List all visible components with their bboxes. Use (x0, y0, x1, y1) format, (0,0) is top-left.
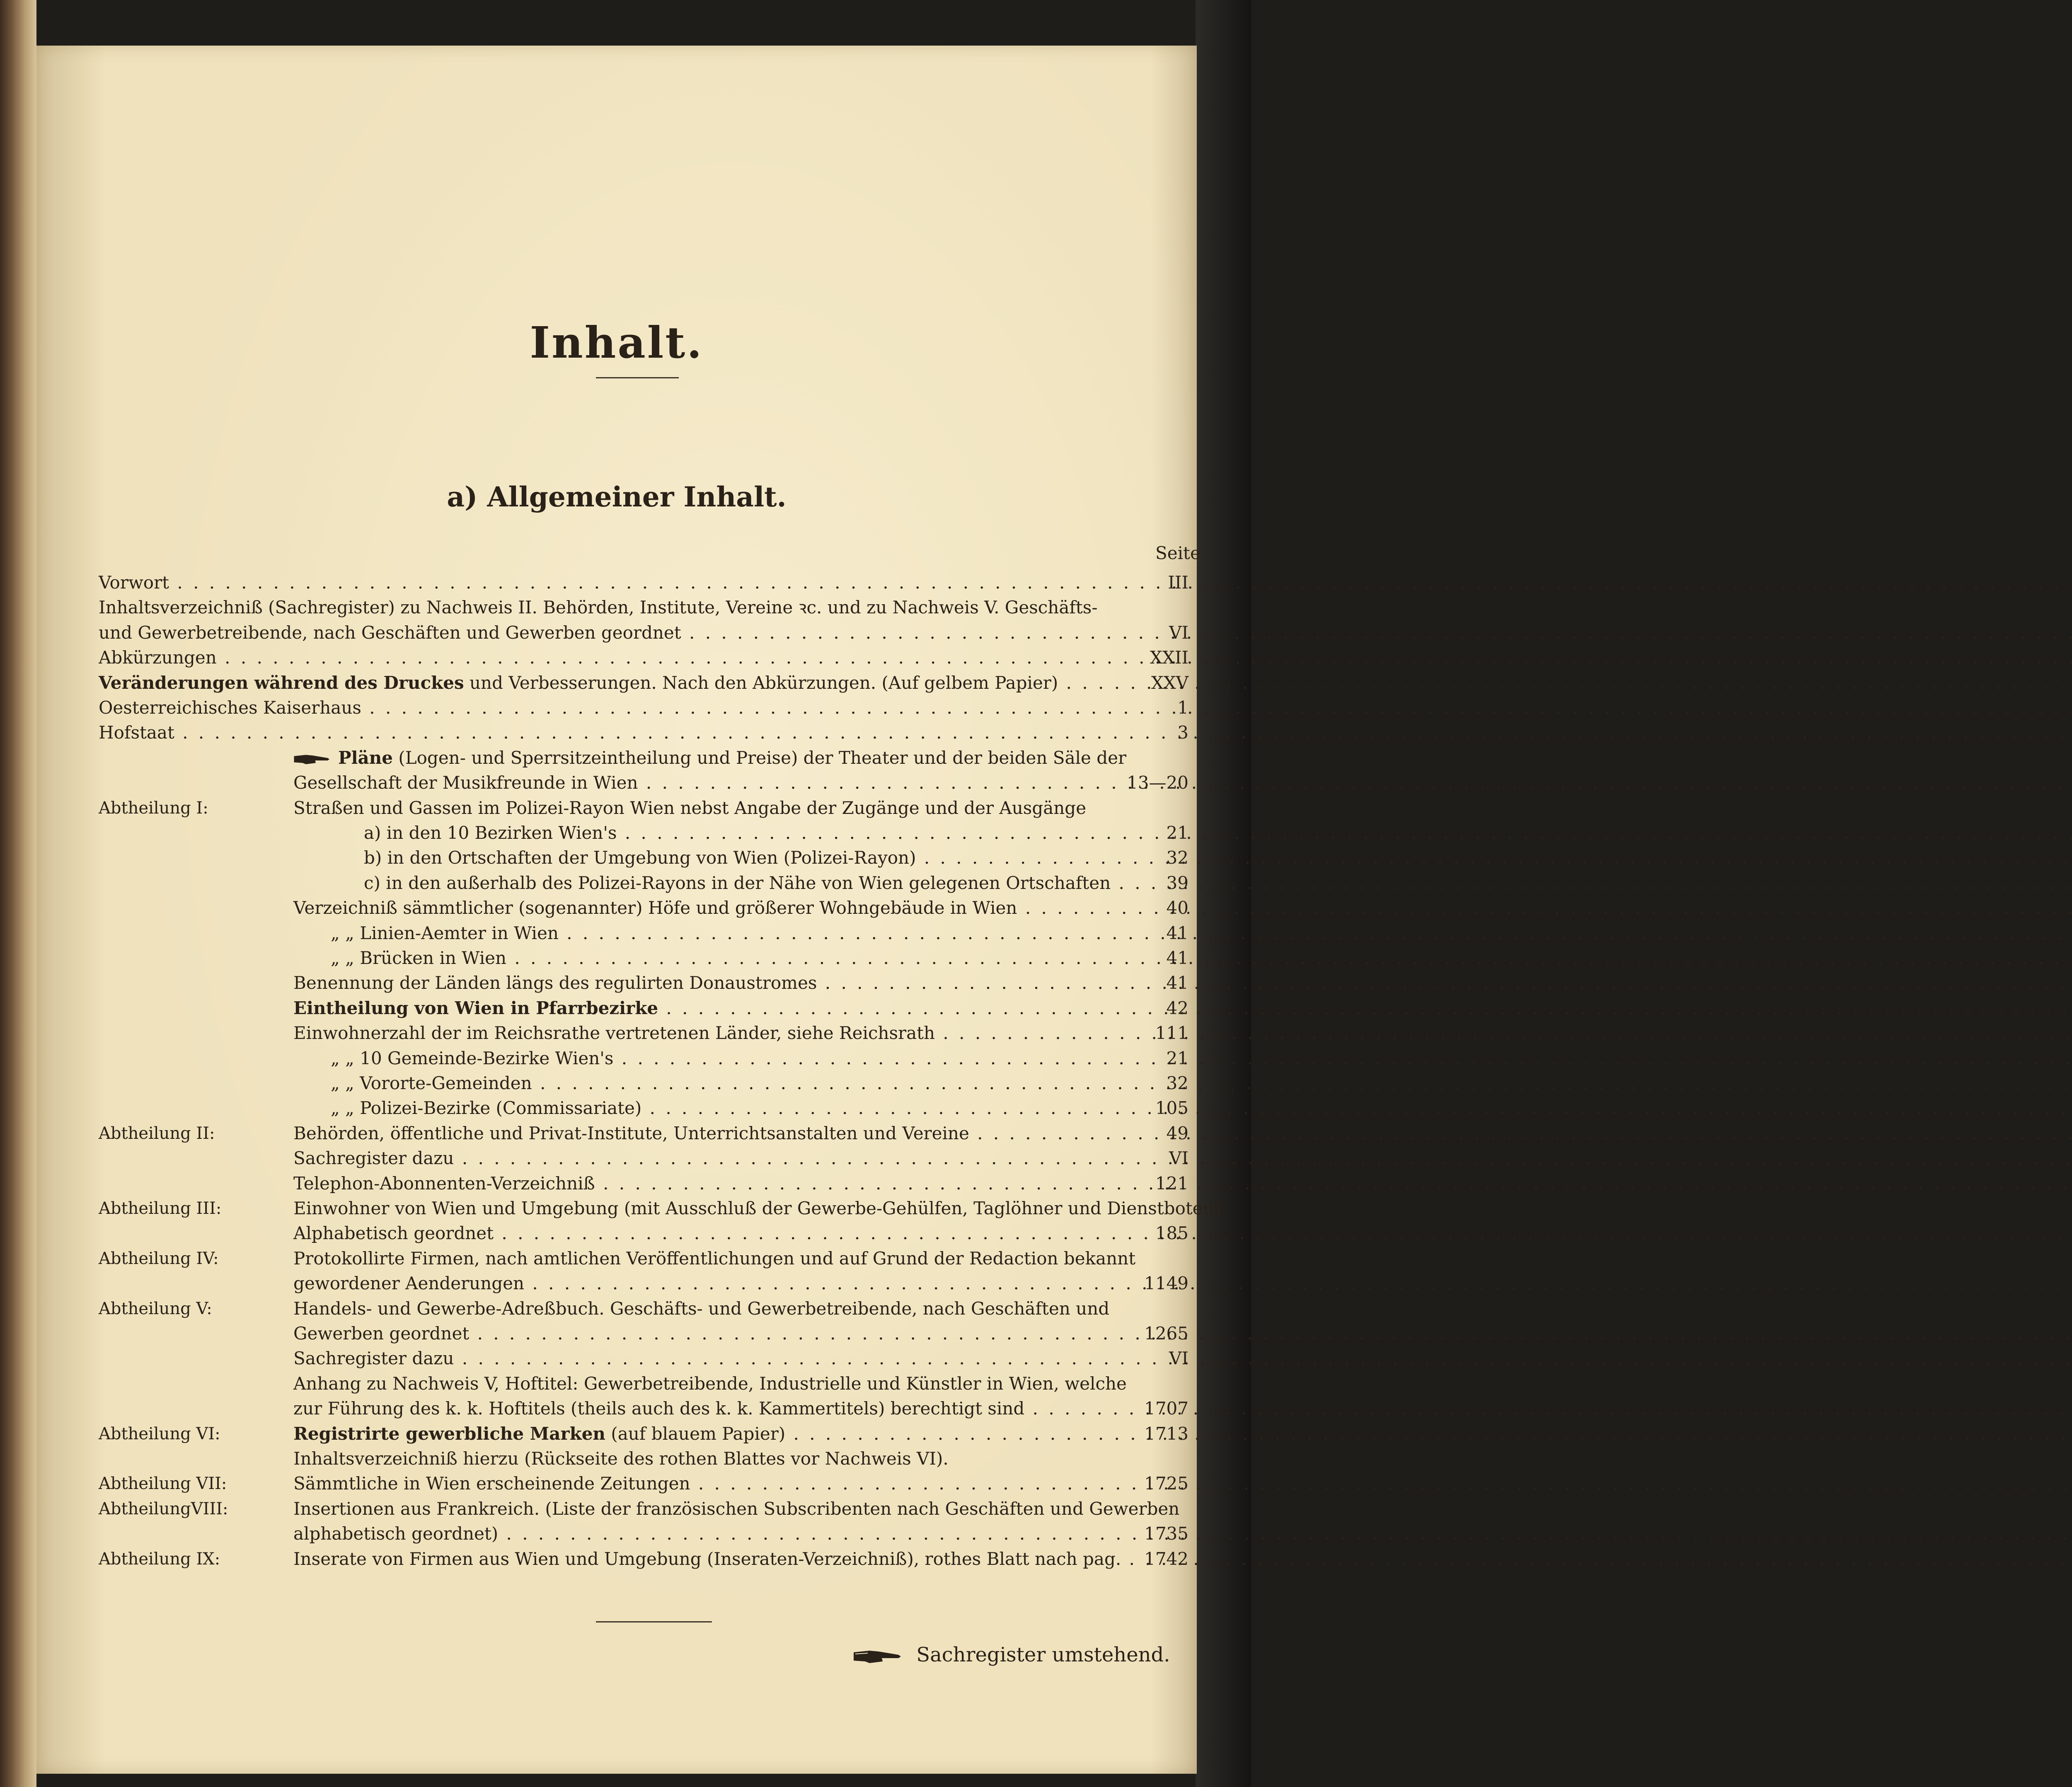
toc-entry-text (364, 870, 1114, 896)
toc-entry (99, 870, 1188, 896)
toc-entry (99, 1521, 1188, 1547)
toc-entry (99, 1020, 1188, 1046)
toc-entry (99, 1121, 1188, 1146)
toc-page-number: VI (1169, 1348, 1188, 1369)
toc-page-number: 42 (1166, 998, 1188, 1018)
toc-entry-text (99, 645, 1114, 671)
toc-entry (99, 745, 1188, 771)
toc-entry-text (293, 895, 1114, 921)
bottom-rule (596, 1621, 712, 1622)
toc-entry-text (99, 695, 1114, 721)
toc-entry-body: c) in den außerhalb des Polizei-Rayons in der Nähe von Wien gelegenen Ortschaften (364, 872, 1111, 893)
toc-entry (99, 720, 1188, 746)
toc-entry-body: Protokollirte Firmen, nach amtlichen Veröffentlichungen und auf Grund der Redaction bekannt (293, 1248, 1136, 1269)
toc-entry-text (293, 1296, 1114, 1322)
toc-entry (99, 1196, 1227, 1221)
toc-entry-text (293, 770, 1114, 796)
toc-entry-body: Einwohnerzahl der im Reichsrathe vertretenen Länder, siehe Reichsrath (293, 1023, 935, 1044)
toc-entry-text (99, 595, 1114, 620)
toc-entry (99, 770, 1188, 796)
toc-entry-body: und Verbesserungen. Nach den Abkürzungen. (Auf gelbem Papier) (464, 672, 1058, 693)
toc-entry-text (293, 1321, 1114, 1346)
toc-entry-body: Alphabetisch geordnet (293, 1223, 494, 1244)
toc-entry-text (293, 1145, 1114, 1171)
toc-page-number: 3 (1177, 722, 1188, 743)
toc-entry-body: gewordener Aenderungen (293, 1273, 525, 1294)
toc-entry-body: b) in den Ortschaften der Umgebung von Wien (Polizei-Rayon) (364, 847, 916, 868)
toc-entry-text (293, 1471, 1114, 1496)
toc-entry-body: Insertionen aus Frankreich. (Liste der französischen Subscribenten nach Geschäften und Gewerben (293, 1498, 1180, 1519)
toc-entry-text (99, 720, 1114, 746)
book-spine (0, 0, 36, 1787)
toc-entry (99, 1546, 1188, 1572)
pointing-hand-icon (853, 1647, 903, 1666)
toc-entry-body: Sachregister dazu (293, 1348, 454, 1369)
toc-entry (99, 1296, 1188, 1322)
toc-entry (99, 920, 1188, 946)
toc-section-label: Abtheilung VI: (99, 1424, 220, 1443)
toc-entry (99, 1046, 1188, 1071)
toc-section-label: Abtheilung I: (99, 798, 208, 818)
toc-entry-text (293, 1446, 1114, 1472)
toc-entry-text (293, 1020, 1114, 1046)
toc-entry-body: Abkürzungen (99, 647, 217, 668)
toc-page-number: 32 (1166, 1073, 1188, 1093)
toc-page-number: 1 (1177, 697, 1188, 718)
toc-page-number: 1742 (1144, 1548, 1188, 1569)
toc-entry-body: Straßen und Gassen im Polizei-Rayon Wien nebst Angabe der Zugänge und der Ausgänge (293, 797, 1087, 818)
toc-entry-text (293, 1546, 1121, 1572)
toc-section-label: Abtheilung V: (99, 1299, 212, 1318)
toc-entry-body: Sämmtliche in Wien erscheinende Zeitungen (293, 1473, 690, 1494)
section-title: a) Allgemeiner Inhalt. (447, 481, 787, 513)
toc-entry-text (99, 670, 1114, 696)
toc-page-number: 49 (1166, 1123, 1188, 1143)
toc-entry-body: (Logen- und Sperrsitzeintheilung und Preise) der Theater und der beiden Säle der (393, 747, 1127, 768)
toc-page-number: 32 (1166, 847, 1188, 868)
toc-page-number: 121 (1155, 1173, 1188, 1194)
toc-entry-body: Sachregister dazu (293, 1148, 454, 1169)
toc-section-label: Abtheilung IV: (99, 1249, 219, 1268)
toc-entry-body: Gewerben geordnet (293, 1323, 470, 1344)
toc-section-label: Abtheilung II: (99, 1124, 215, 1143)
toc-entry-text (331, 920, 1114, 946)
pointing-hand-icon (293, 752, 331, 767)
footer-note (853, 1643, 1170, 1666)
toc-entry-lead: Eintheilung von Wien in Pfarrbezirke (293, 998, 658, 1018)
toc-entry-body: Anhang zu Nachweis V, Hoftitel: Gewerbetreibende, Industrielle und Künstler in Wien, welche (293, 1373, 1127, 1394)
toc-page-number: 13—20 (1127, 772, 1188, 793)
toc-entry-text (293, 1496, 1180, 1522)
book-page (36, 46, 1227, 1774)
toc-entry-body: „ „ 10 Gemeinde-Bezirke Wien's (331, 1048, 614, 1068)
toc-page-number: 39 (1166, 872, 1188, 893)
toc-entry-body: Behörden, öffentliche und Privat-Institute, Unterrichtsanstalten und Vereine (293, 1123, 969, 1143)
toc-page-number: 185 (1155, 1223, 1188, 1244)
toc-entry-body: a) in den 10 Bezirken Wien's (364, 823, 617, 843)
toc-entry (99, 1321, 1188, 1346)
footer-note-text: Sachregister umstehend. (916, 1643, 1170, 1666)
toc-entry-text (331, 945, 1114, 971)
toc-entry-lead: Veränderungen während des Druckes (99, 672, 464, 693)
toc-entry-body: Inhaltsverzeichniß (Sachregister) zu Nachweis II. Behörden, Institute, Vereine ꝛc. und zu Nachweis V. Geschäfts- (99, 597, 1098, 618)
toc-page-number: XXII (1150, 647, 1188, 668)
book-cover-edge (1196, 0, 1251, 1787)
toc-page-number: 1707 (1144, 1398, 1188, 1419)
toc-entry (99, 1471, 1188, 1496)
toc-page-number: VI (1169, 1148, 1188, 1169)
toc-entry-body: alphabetisch geordnet) (293, 1523, 499, 1544)
toc-entry (99, 970, 1188, 996)
toc-entry-text (293, 1171, 1114, 1196)
toc-entry-body: Vorwort (99, 572, 169, 593)
toc-entry-text (99, 620, 1114, 646)
toc-entry (99, 1421, 1188, 1447)
toc-entry-body: und Gewerbetreibende, nach Geschäften und Gewerben geordnet (99, 622, 681, 643)
toc-page-number: 1149 (1144, 1273, 1188, 1294)
toc-entry (99, 1220, 1188, 1246)
toc-entry (99, 1171, 1188, 1196)
toc-entry-body: Hofstaat (99, 722, 174, 743)
toc-entry-body: „ „ Linien-Aemter in Wien (331, 923, 559, 943)
toc-entry-text (293, 1521, 1114, 1547)
toc-page-number: 111 (1155, 1023, 1188, 1044)
toc-entry (99, 1271, 1188, 1296)
toc-entry-text (293, 1346, 1114, 1371)
toc-entry (99, 620, 1188, 646)
toc-entry-body: Inserate von Firmen aus Wien und Umgebung (Inseraten-Verzeichniß), rothes Blatt nach pag. (293, 1548, 1121, 1569)
toc-entry (99, 945, 1188, 971)
toc-entry-text (293, 1196, 1227, 1221)
toc-entry-body: „ „ Brücken in Wien (331, 948, 507, 968)
toc-entry (99, 1246, 1188, 1271)
toc-entry (99, 670, 1188, 696)
toc-entry-text (293, 1121, 1114, 1146)
toc-entry (99, 895, 1188, 921)
toc-entry (99, 1396, 1188, 1421)
toc-entry-body: „ „ Vororte-Gemeinden (331, 1073, 532, 1093)
toc-entry (99, 1070, 1188, 1096)
toc-page-number: 1725 (1144, 1473, 1188, 1494)
toc-entry-body: Verzeichniß sämmtlicher (sogenannter) Höfe und größerer Wohngebäude in Wien (293, 898, 1017, 918)
toc-entry-body: (auf blauem Papier) (605, 1423, 786, 1444)
page-column-header: Seite (1155, 543, 1201, 563)
toc-page-number: 21 (1166, 1048, 1188, 1068)
toc-entry-text (293, 1396, 1114, 1421)
toc-entry (99, 595, 1188, 620)
toc-entry-lead: Pläne (338, 747, 393, 768)
toc-page-number: 40 (1166, 898, 1188, 918)
toc-entry (99, 645, 1188, 671)
toc-entry-text (364, 820, 1114, 846)
toc-entry-body: Oesterreichisches Kaiserhaus (99, 697, 361, 718)
toc-entry-text (293, 1371, 1127, 1397)
toc-page-number: 1713 (1144, 1423, 1188, 1444)
toc-section-label: Abtheilung VII: (99, 1474, 227, 1494)
toc-entry (99, 845, 1188, 871)
toc-entry-body: Handels- und Gewerbe-Adreßbuch. Geschäfts- und Gewerbetreibende, nach Geschäften und (293, 1298, 1110, 1319)
toc-entry-body: Inhaltsverzeichniß hierzu (Rückseite des rothen Blattes vor Nachweis VI). (293, 1448, 949, 1469)
toc-section-label: Abtheilung III: (99, 1199, 222, 1218)
toc-entry-text (293, 1271, 1114, 1296)
toc-entry-body: zur Führung des k. k. Hoftitels (theils auch des k. k. Kammertitels) berechtigt sind (293, 1398, 1025, 1419)
toc-page-number: 41 (1166, 923, 1188, 943)
toc-entry-body: Benennung der Länden längs des regulirten Donaustromes (293, 973, 817, 993)
toc-entry (99, 795, 1188, 821)
toc-entry (99, 1095, 1188, 1121)
toc-section-label: AbtheilungVIII: (99, 1499, 228, 1518)
toc-entry-text (293, 1421, 1114, 1447)
toc-entry (99, 1371, 1188, 1397)
toc-entry (99, 570, 1188, 596)
toc-page-number: VI (1169, 622, 1188, 643)
toc-entry-text (293, 995, 1114, 1021)
toc-entry-lead: Registrirte gewerbliche Marken (293, 1423, 605, 1444)
toc-entry (99, 1496, 1188, 1522)
page-title: Inhalt. (530, 317, 704, 368)
toc-entry-text (293, 1220, 1114, 1246)
toc-entry-text (364, 845, 1114, 871)
toc-page-number: 41 (1166, 948, 1188, 968)
toc-entry-body: Einwohner von Wien und Umgebung (mit Ausschluß der Gewerbe-Gehülfen, Taglöhner und Dienstboten). (293, 1198, 1227, 1218)
toc-entry-text (331, 1095, 1114, 1121)
toc-page-number: 105 (1155, 1098, 1188, 1119)
toc-entry-text (293, 795, 1114, 821)
toc-entry-body: „ „ Polizei-Bezirke (Commissariate) (331, 1098, 642, 1119)
toc-entry (99, 1145, 1188, 1171)
toc-page-number: 21 (1166, 823, 1188, 843)
toc-page-number: 1265 (1144, 1323, 1188, 1344)
toc-entry (99, 820, 1188, 846)
toc-entry-body: Gesellschaft der Musikfreunde in Wien (293, 772, 638, 793)
toc-entry (99, 995, 1188, 1021)
toc-page-number: XXV (1151, 672, 1188, 693)
toc-page-number: 1735 (1144, 1523, 1188, 1544)
toc-page-number: 41 (1166, 973, 1188, 993)
table-of-contents (36, 46, 1227, 1774)
toc-entry-text (99, 570, 1114, 596)
toc-entry (99, 1446, 1188, 1472)
toc-entry-text (331, 1046, 1114, 1071)
toc-entry (99, 1346, 1188, 1371)
toc-section-label: Abtheilung IX: (99, 1549, 220, 1569)
toc-entry-text (293, 745, 1127, 771)
toc-entry (99, 695, 1188, 721)
toc-page-number: III (1168, 572, 1188, 593)
toc-entry-text (331, 1070, 1114, 1096)
toc-entry-text (293, 970, 1114, 996)
toc-entry-text (293, 1246, 1136, 1271)
toc-entry-body: Telephon-Abonnenten-Verzeichniß (293, 1173, 595, 1194)
